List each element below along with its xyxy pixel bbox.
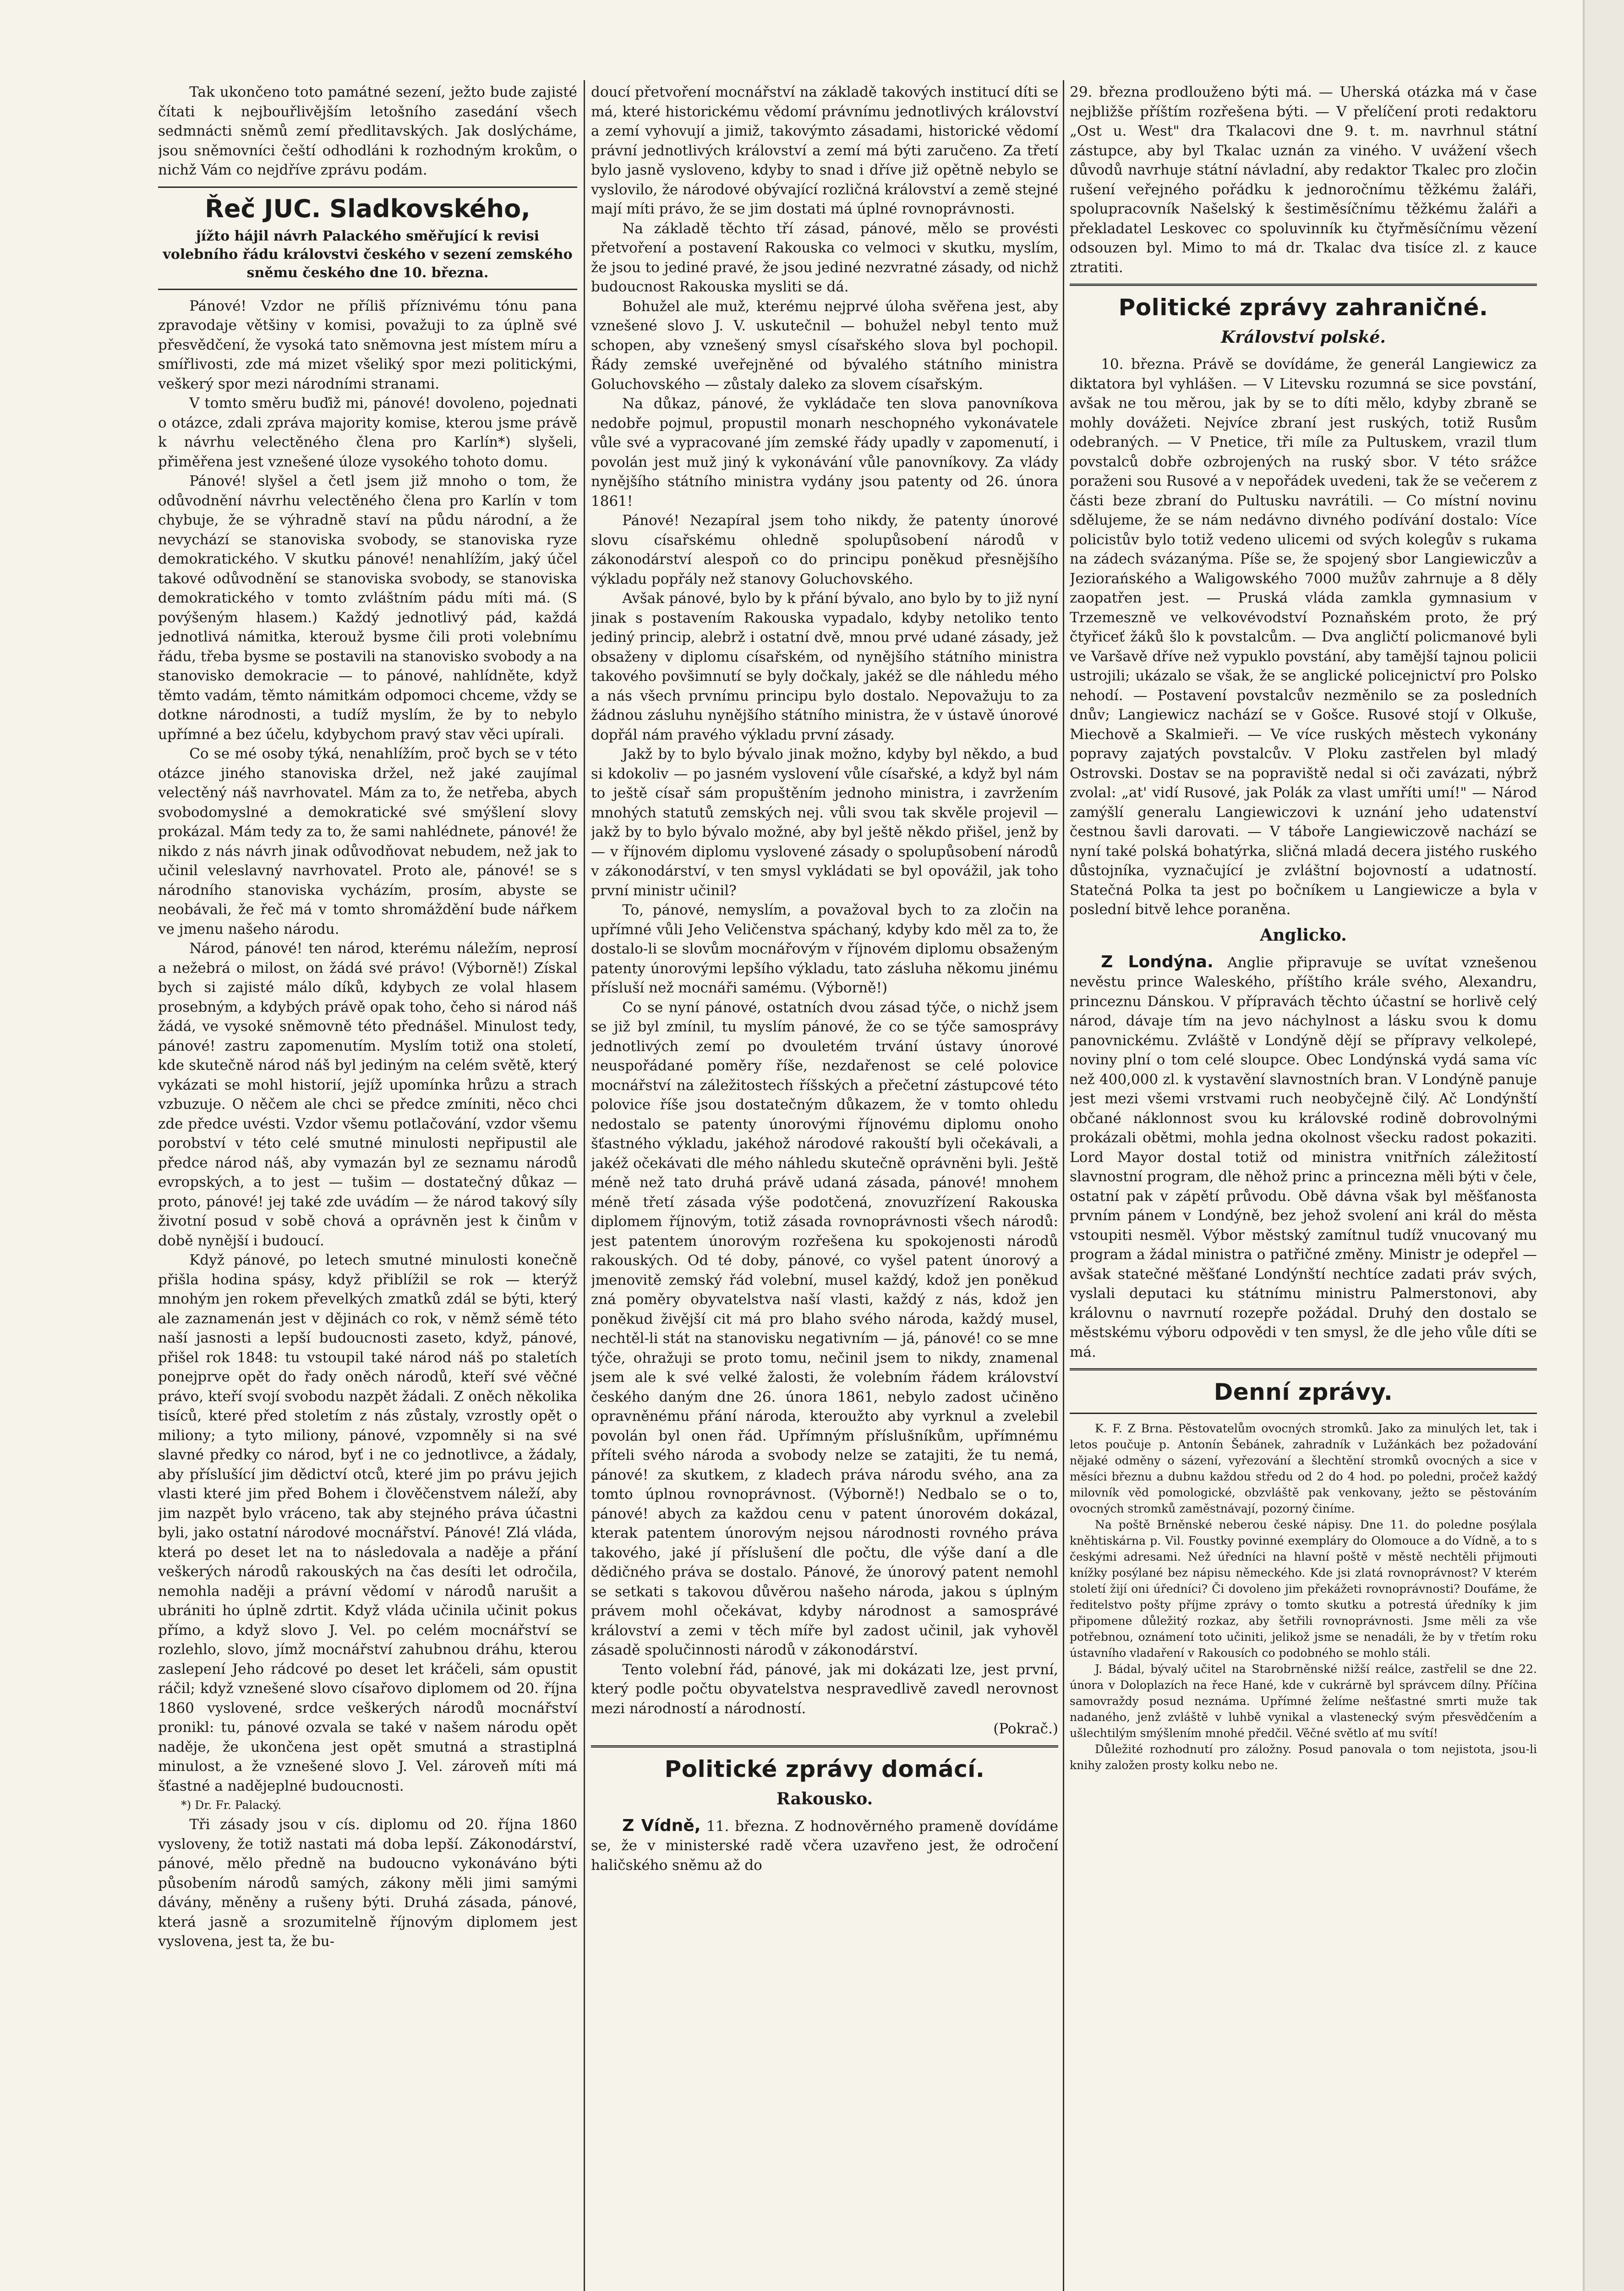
speech-paragraph: Pánové! Vzdor ne příliš příznivému tónu pana zpravodaje většiny v komisi, považuji to za úplně své přesvědčení, že vysoká tato sněmovna jest místem míru a smířlivosti, zde má mizet všeliký spor mezi politickými, veškerý spor mezi národními stranami.: [158, 297, 577, 392]
column-2: [591, 82, 1058, 2291]
speech-paragraph: Na důkaz, pánové, že vykládače ten slova panovníkova nedobře pojmul, propustil monarh neschopného vykonávatele vůle své a vypracované jím zemské řády upadly v zapomenutí, i povolán jest muž jiný k vykonávání vůle panovníkovy. Za vlády nynějšího státního ministra vydány jsou patenty od 26. února 1861!: [591, 395, 1058, 510]
section-rule: [158, 186, 577, 188]
speech-paragraph: Tento volební řád, pánové, jak mi dokázati lze, jest první, který podle počtu obyvatelstva nespravedlivě zavedl nerovnost mezi národností a národností.: [591, 1661, 1058, 1717]
continuation-note: (Pokrač.): [993, 1721, 1058, 1737]
news-paragraph: 29. března prodlouženo býti má. — Uherská otázka má v čase nejbližše příštím rozřešena býti. — V přelíčení proti redaktoru „Ost u. West" dra Tkalacovi dne 9. t. m. navrhnul státní zástupce, aby byl Tkalac uznán za viného. V uvážení všech důvodů navrhuje státní návladní, aby redaktor Tkalec pro zločin rušení veřejného pořádku k jednoročnímu těžkému žaláři, spolupracovník Našelský k šestiměsíčnímu těžkému žaláři a překladatel Leskovec co spoluvinník ku čtyřměsíčnímu vězení odsouzen byl. Mimo to má dr. Tkalac dva tisíce zl. z kauce ztratiti.: [1070, 84, 1537, 276]
speech-paragraph: Co se nyní pánové, ostatních dvou zásad týče, o nichž jsem se již byl zmínil, tu myslím pánové, že co se týče samosprávy jednotlivých zemí po dvouletém trvání ústavy únorové neuspořádané poměry říše, nezdařenost se celé polovice mocnářství na záležitostech říšských a přečetní zástupcové této polovice říše jsou dostatečným důkazem, že v tomto ohledu nedostalo se patenty únorovými říjnovému diplomu onoho šťastného výkladu, jakéhož národové rakouští byli očekávali, a jakéž očekávati dle mého náhledu skutečně oprávněni byli. Ještě méně než tato druhá právě udaná zásada, pánové! mnohem méně třetí zásada výše podotčená, znovuzřízení Rakouska diplomem říjnovým, totiž zásada rovnoprávnosti všech národů: jest patentem únorovým rozřešena ku spokojenosti národů rakouských. Od té doby, pánové, co vyšel patent únorový a jmenovitě zemský řád volební, musel každý, kdož jen poněkud zná poměry obyvatelstva naší vlasti, každý z nás, kdož jen poněkud živější cit má pro blaho svého národa, každý musel, nechtěl-li stát na stanovisku negativním — já, pánové! co se mne týče, ohražuji se proto tomu, nečinil jsem to nikdy, znamenal jsem ale k své velké žalosti, že volebním řádem království českého daným dne 26. února 1861, nebylo zadost učiněno opravněnému přání národa, kteroužto aby vyrknul a zvelebil povolán byl onen řád. Upřímným příslušníkům, upřímnému příteli svého národa a svobody nelze se zatajiti, že tu nemá, pánové! za skutkem, z kladech práva národu svého, ana za tomto úplnou rovnoprávnost. (Výborně!) Nedbalo se o to, pánové! abych za každou cenu v patent únorovém dokázal, kterak patentem únorovým nejsou národnosti rovného práva takového, jaké jí příslušení dle počtu, dle výše daní a dle dědičného práva se dostalo. Pánové, že únorový patent nemohl se setkati s takovou důvěrou našeho národa, jakou s úplným právem mohl očekávat, kdyby národnost a samosprávé království a zemi v těch míře byl zadost učinil, jak vyhověl zásadě spolučinnosti národů v zákonodárství.: [591, 999, 1058, 1658]
subsection-title-poland: Království polské.: [1221, 328, 1386, 347]
news-text: 11. března. Z hodnověrného prameně dovídáme se, že v ministerské radě včera uzavřeno jest, že odročení haličského sněmu až do: [591, 1818, 1058, 1874]
section-rule: [158, 289, 577, 290]
daily-news-item: J. Bádal, bývalý učitel na Starobrněnské nižší reálce, zastřelil se dne 22. února v Doloplazích na řece Hané, kde v cukrárně byl správcem dílny. Příčina samovraždy posud neznáma. Upřímné želíme nešťastné smrti muže tak nadaného, jenž zvláště v luhbě vynikal a vlastenecký svým přesvědčením a ušlechtilým smýšlením mnohé předčil. Věčné světlo ať mu svítí!: [1070, 1662, 1537, 1740]
speech-paragraph: Pánové! Nezapíral jsem toho nikdy, že patenty únorové slovu císařskému ohledně spolupůsobení národů v zákonodárství alespoň co do principu poněkud přesnějšího výkladu popřály než stanovy Goluchovského.: [591, 512, 1058, 587]
speech-paragraph: doucí přetvoření mocnářství na základě takových institucí díti se má, které historickému vědomí právnímu jednotlivých království a zemí vyhovují a jimiž, takovýmto zásadami, historické vědomí právní jednotlivých království a zemí má býti zaručeno. Za třetí bylo jasně vysloveno, kdyby to snad i dříve již opětně nebylo se vyslovilo, že národové obývající rozličná království a země stejné mají míti právo, že se jim dostati má úplné rovnoprávnosti.: [591, 84, 1058, 217]
speech-subtitle: jížto hájil návrh Palackého směřující k revisi volebního řádu královstvi českého v sezení zemského sněmu českého dne 10. března.: [163, 228, 573, 281]
column-divider: [1063, 80, 1064, 2291]
speech-paragraph: Když pánové, po letech smutné minulosti konečně přišla hodina spásy, když přiblížil se rok — kterýž mnohým jen rokem převelkých zmatků zdál se býti, který ale zaznamenán jest v dějinách co rok, v němž sémě této naší jasnosti a lepší budoucnosti zaseto, když, pánové, přišel rok 1848: tu vstoupil také národ náš po staletích ponejprve opět do řady oněch národů, kteří své věčné právo, kteří svojí svobodu nazpět žádali. Z oněch několika tisíců, které před stoletím z nás zůstaly, vzrostly opět o miliony; a tyto miliony, pánové, vzpomněly si na své slavné předky co národ, byť i ne co jednotlivce, a žádaly, aby příslušící jim dědictví otců, které jim po právu jejich vlasti které jim před Bohem i člověčenstvem náleží, aby jim nazpět bylo vráceno, tak aby stejného práva účastni byli, jako ostatní národové mocnářství. Pánové! Zlá vláda, která po deset let na to následovala a naděje a přání veškerých národů rakouských na čas desíti let odročila, nemohla naději a právní vědomí v národů narušit a ubrániti ho úplně zdrtit. Když vláda učinila učinit pokus přímo, a když slovo J. Vel. po celém mocnářství se rozlehlo, slovo, jímž mocnářství zahubnou dráhu, kterou zaslepení Jeho rádcové po deset let kráčeli, sám opustit ráčil; když vznešené slovo císařovo diplomem od 20. října 1860 vyslovené, srdce veškerých národů mocnářství pronikl: tu, pánové ozvala se také v našem národu opět naděje, že ukončena jest opět smutná a strastiplná minulost, a že vznešené slovo J. Vel. zároveň míti má šťastné a nadějeplné budoucnosti.: [158, 1252, 577, 1794]
speech-paragraph: Národ, pánové! ten národ, kterému náležím, neprosí a nežebrá o milost, on žádá své právo! (Výborně!) Získal bych si zajisté málo díků, kdybych ze volal hlasem prosebným, a kdybých právě opak toho, čeho si národ náš žádá, ve vysoké sněmovně této přednášel. Minulost tedy, pánové! zastru zapomenutím. Myslím totiž ona století, kde skutečně národ náš byl jediným na celém světě, který vykázati se mohl historií, jejíž upomínka hrůzu a strach vzbuzuje. O něčem ale chci se předce zmíniti, něco chci zde předce uvésti. Vzdor všemu potlačování, vzdor všemu porobství v této celé smutné minulosti nepřipustil ale předce národ náš, aby vymazán byl ze seznamu národů evropských, a to jest — tušim — dostatečný důkaz — proto, pánové! jej také zde uvádím — že národ takový síly životní posud v sobě chová a oprávněn jest k činům v době nynější i budoucí.: [158, 940, 577, 1249]
section-title-daily: Denní zprávy.: [1214, 1379, 1393, 1405]
speech-paragraph: Avšak pánové, bylo by k přání bývalo, ano bylo by to již nyní jinak s postavením Rakouska vypadalo, kdyby netoliko tento jediný princip, alebrž i ostatní dvě, mnou prvé udané zásady, jež obsaženy v diplomu císařském, od nynějšího státního ministra takového povšimnutí se byly dočkaly, jakéž se dle náhledu mého a nás všech prvnímu principu bylo dostalo. Nepovažuju to za žádnou zásluhu nynějšího státního ministra, že v ústavě únorové dopřál nám pravého výkladu první zásady.: [591, 590, 1058, 743]
subsection-title-austria: Rakousko.: [776, 1789, 873, 1809]
section-rule: [591, 1745, 1058, 1748]
news-paragraph: [1070, 953, 1537, 1362]
speech-paragraph: Na základě těchto tří zásad, pánové, mělo se provésti přetvoření a postavení Rakouska co velmoci v skutku, myslím, že jsou to jediné pravé, že jsou jediné nezvratné zásady, od nichž budoucnost Rakouska mysliti se dá.: [591, 220, 1058, 295]
dateline: Z Londýna.: [1101, 952, 1214, 971]
speech-title: Řeč JUC. Sladkovského,: [205, 194, 530, 223]
section-title-domestic: Politické zprávy domácí.: [664, 1755, 985, 1782]
speech-paragraph: Tři zásady jsou v cís. diplomu od 20. října 1860 vysloveny, že totiž nastati má doba lepší. Zákonodárství, pánové, mělo předně na budoucno vykonáváno býti působením národů samých, zákony měli jimi samými dávány, měněny a rušeny býti. Druhá zásada, pánové, která jasně a srozumitelně říjnovým diplomem jest vyslovena, jest ta, že bu-: [158, 1816, 577, 1950]
dateline: Z Vídně,: [622, 1816, 701, 1835]
footnote: *) Dr. Fr. Palacký.: [181, 1798, 282, 1812]
subsection-title-england: Anglicko.: [1260, 925, 1347, 945]
speech-paragraph: To, pánové, nemyslím, a považoval bych to za zločin na upřímné vůli Jeho Veličenstva spáchaný, kdyby kdo měl za to, že dostalo-li se slovům mocnářovým v říjnovém diplomu obsaženým patenty únorovými lepšího výkladu, tato zásluha někomu jinému přísluší než mocnáři samému. (Výborně!): [591, 902, 1058, 996]
section-rule: [1070, 1368, 1537, 1370]
page-edge: [1583, 0, 1624, 2291]
intro-paragraph: Tak ukončeno toto památné sezení, ježto bude zajisté čítati k nejbouřlivějším letošního zasedání všech sedmnácti sněmů zemí předlitavských. Jak doslýcháme, jsou sněmovníci čeští odhodláni k rozhodným krokům, o nichž Vám co nejdříve zprávu podám.: [158, 84, 577, 178]
column-3: [1070, 82, 1537, 2291]
daily-news-item: K. F. Z Brna. Pěstovatelům ovocných stromků. Jako za minulých let, tak i letos poučuje p. Antonín Šebánek, zahradník v Lužánkách bez požadování nějaké odměny o sázení, vyřezování a šlechtění stromků ovocných a sice v měsíci březnu a dubnu každou středu od 2 do 4 hod. po poledni, pročež každý milovník věd pomologické, obzvláště pak venkovany, ježto se pěstováním ovocných stromků zaměstnávají, pozorný činíme.: [1070, 1422, 1537, 1515]
column-1: [158, 82, 577, 2291]
speech-paragraph: Pánové! slyšel a četl jsem již mnoho o tom, že odůvodnění návrhu velectěného člena pro Karlín v tom chybuje, že se výhradně staví na půdu národní, a že nevychází se stanoviska svobody, se stanoviska ryze demokratického. V skutku pánové! nenahlížím, jaký účel takové odůvodnění se stanoviska svobody, se stanoviska demokratického v tomto zvláštním pádu míti má. (S povýšeným hlasem.) Každý jednotlivý pád, každá jednotlivá námitka, kterouž bysme čili proti volebnímu řádu, třeba bysme se postavili na stanovisko svobody a na stanovisko demokracie — to pánové, nahlídněte, když těmto vadám, těmto námitkám odpomoci chceme, vždy se dotkne národnosti, a tudíž myslím, že by to nebylo upřímné a bez účelu, kdybychom pravý stav věci upírali.: [158, 473, 577, 743]
column-divider: [584, 80, 585, 2291]
section-rule: [1070, 284, 1537, 286]
news-paragraph: [591, 1816, 1058, 1875]
daily-news-item: Na poště Brněnské neberou české nápisy. Dne 11. do poledne posýlala kněhtiskárna p. Vil. Foustky povinné exempláry do Olomouce a do Vídně, a to s českými adresami. Než úředníci na hlavní poště v městě nechtěli přijmouti knížky posýlané bez nápisu německého. Kde jsi zlatá rovnoprávnost? V kterém století žijí oni úředníci? Či dovoleno jim překážeti rovnoprávnosti? Doufáme, že ředitelstvo pošty příjme zprávy o tomto skutku a potrestá úředníky k jim připomene důležitý rozkaz, aby šetřili rovnoprávnosti. Jsme měli za vše potřebnou, oznámení toto učiniti, jelikož jsme se nenadáli, že by v třetím roku ústavního vladaření v Rakousích co podobného se mohlo stáli.: [1070, 1518, 1537, 1660]
speech-paragraph: V tomto směru buďiž mi, pánové! dovoleno, pojednati o otázce, zdali zpráva majority komise, kterou jsme právě k návrhu velectěného člena pro Karlín*) slyšeli, přiměřena jest vznešené úloze vysokého tohoto domu.: [158, 395, 577, 470]
speech-paragraph: Jakž by to bylo bývalo jinak možno, kdyby byl někdo, a bud si kdokoliv — po jasném vyslovení vůle císařské, a když byl nám to ještě císař sám propuštěním jednoho ministra, i zavržením mnohých statutů zemských nej. vůli svou tak skvěle projevil — jakž by to bylo bývalo možné, aby byl ještě někdo přišel, jenž by — v říjnovém diplomu vyslovené zásady o spolupůsobení národů v zákonodárství, v ten smysl vykládati se byl opovážil, jak toho první ministr učinil?: [591, 746, 1058, 899]
section-rule: [1070, 1413, 1537, 1414]
news-text: Anglie připravuje se uvítat vznešenou nevěstu prince Waleského, příštího krále svého, Alexandru, princeznu Dánskou. V přípravách těchto účastní se horlivě celý národ, dávaje tím na jevo náchylnost a lásku svou k domu panovnickému. Zvláště v Londýně dějí se přípravy velkolepé, noviny plní o tom celé sloupce. Obec Londýnská vydá sama víc než 400,000 zl. k vystavění slavnostních bran. V Londýně panuje jest mezi všemi vrstvami ruch neobyčejně čilý. Ač Londýnští občané náklonnost svou ku královské rodině dobrovolnými prokázali obětmi, mohla jedna okolnost všecku radost pokaziti. Lord Mayor dostal totiž od ministra vnitřních záležitostí slavnostní program, dle něhož princ a princezna měli býti v čele, ostatní pak v zápětí průvodu. Obě dávna však byl měšťanosta prvním pánem v Londýně, bez jehož svolení ani král do města vstoupiti nesměl. Výbor městský zamítnul tudíž vnucovaný mu program a žádal ministra o patřičné změny. Ministr je odepřel — avšak statečné měšťané Londýnští nechtíce zadati práv svých, vyslali deputaci ku státnímu ministru Palmerstonovi, aby královnu o navrnutí rozepře požádal. Druhý den dostalo se městskému výboru odpovědi v ten smysl, že dle jeho vůle díti se má.: [1070, 954, 1537, 1360]
section-title-foreign: Politické zprávy zahraničné.: [1118, 294, 1488, 321]
speech-paragraph: Bohužel ale muž, kterému nejprvé úloha svěřena jest, aby vznešené slovo J. V. uskutečnil — bohužel nebyl tento muž schopen, aby vznešený smysl císařského slova byl pochopil. Řády zemské uveřejněné od bývalého státního ministra Goluchovského — zůstaly daleko za slovem císařským.: [591, 298, 1058, 393]
speech-paragraph: Co se mé osoby týká, nenahlížím, proč bych se v této otázce jiného stanoviska držel, než jaké zaujímal velectěný náš navrhovatel. Mám za to, že netřeba, abych svobodomyslné a demokratické své smýšlení slovy prokázal. Mám tedy za to, že sami nahlédnete, pánové! že nikdo z nás návrh jinak odůvodňovat nebudem, než jak to učinil veleslavný navrhovatel. Proto ale, pánové! se s národního stanoviska vycházím, prosím, abyste se neobávali, že řeč má v tomto shromáždění bude nářkem ve jmenu našeho národu.: [158, 745, 577, 937]
news-paragraph: 10. března. Právě se dovídáme, že generál Langiewicz za diktatora byl vyhlášen. — V Litevsku rozumná se sice povstání, avšak ne tou měrou, jak by se to díti mělo, kdyby zbraně se mohly dovážeti. Nejvíce zbraní jest ruských, totiž Rusům odebraných. — V Pnetice, tři míle za Pultuskem, vrazil tlum povstalců dobře ozbrojených na ruský sbor. V této srážce poraženi sou Rusové a v nepořádek uvedeni, tak že se večerem z části beze zbraní do Pultusku navrátili. — Co místní novinu sdělujeme, že se nám nedávno divného podívání dostalo: Více policistův bylo totiž vedeno ulicemi od svých kolegův s rukama na zádech svázanýma. Píše se, že spojený sbor Langiewiczův a Jeziorańského a Waligowského 7000 mužův zahrnuje a 8 děly zaopatřen jest. — Pruská vláda zamkla gymnasium v Trzemeszně ve velkovévodství Poznaňském proto, že prý čtyřiceť žáků šlo k povstalcům. — Dva angličtí policmanové byli ve Varšavě dříve než vypuklo povstání, aby tamější tajnou policii ustrojili; ukázalo se však, že se anglické policejnictví pro Polsko nehodí. — Postavení povstalcův nezměnilo se za posledních dnův; Langiewicz nachází se v Gošce. Rusové stojí v Olkuše, Miechově a Skalmieři. — Ve více ruských městech vykonány popravy zajatých povstalcův. V Ploku zastřelen byl mladý Ostrovski. Dostav se na popraviště nedal si oči zavázati, nýbrž zvolal: „at' vidí Rusové, jak Polák za vlast umříti umí!" — Národ zamýšlí generalu Langiewiczovi k uznání jeho udatenství čestnou šavli darovati. — V táboře Langiewiczově nachází se nyní také polská bohatýrka, sličná mladá decera jistého ruského důstojníka, vyznačující je zvláštní bojovností a udatností. Statečná Polka ta jest po bočníkem u Langiewicze a byla v poslední bitvě lehce poraněna.: [1070, 356, 1537, 918]
daily-news-item: Důležité rozhodnutí pro záložny. Posud panovala o tom nejistota, jsou-li knihy založen prosty kolku nebo ne.: [1070, 1743, 1537, 1772]
